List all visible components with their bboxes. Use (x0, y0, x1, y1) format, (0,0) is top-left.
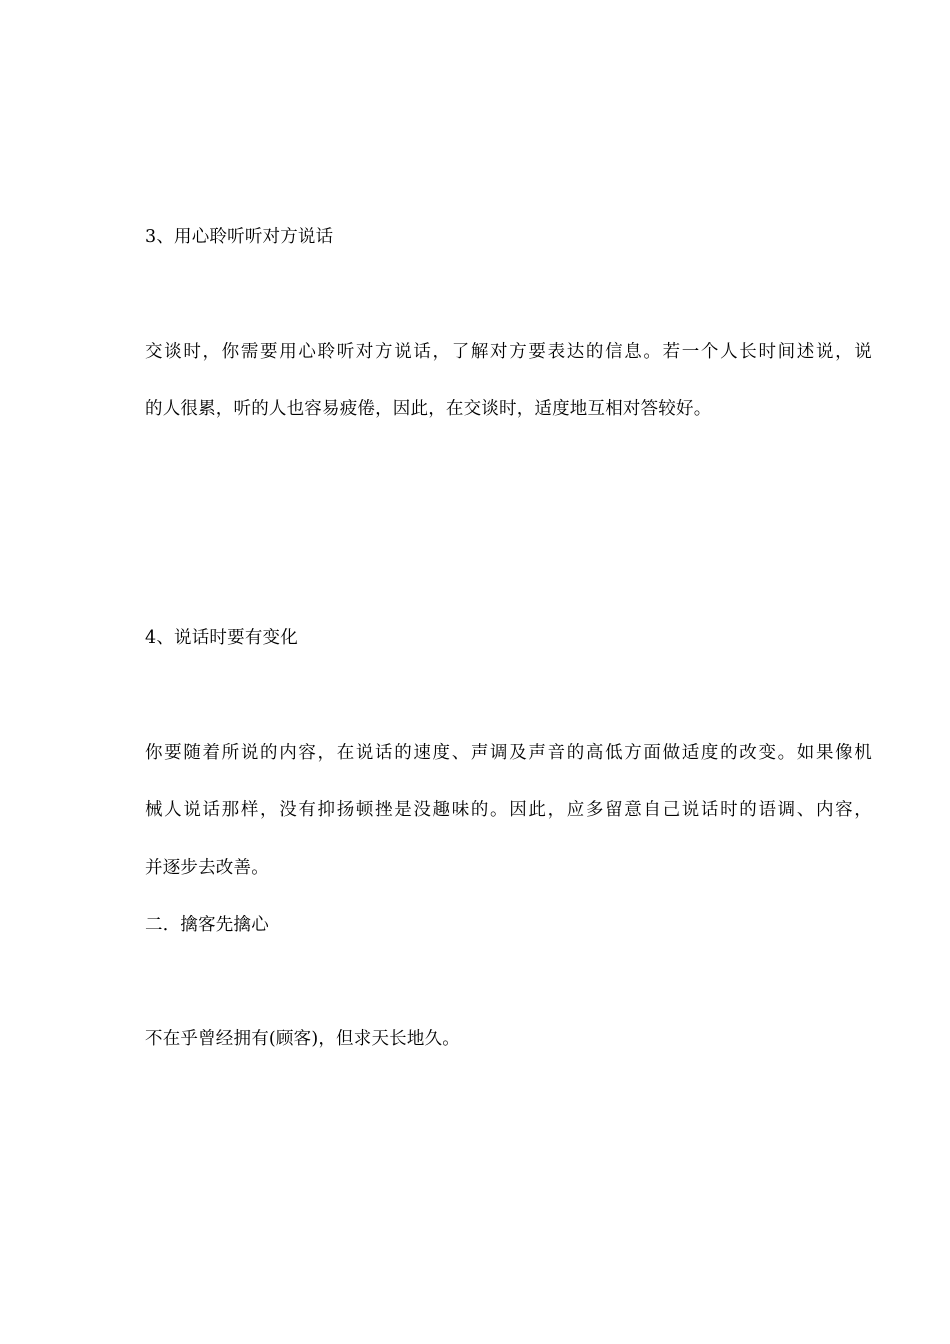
section-4-paragraph-line-3: 并逐步去改善。 (145, 858, 269, 878)
section-4-paragraph-line-2: 械人说话那样，没有抑扬顿挫是没趣味的。因此，应多留意自己说话时的语调、内容， (145, 800, 872, 820)
section-3-paragraph-line-1: 交谈时，你需要用心聆听对方说话，了解对方要表达的信息。若一个人长时间述说，说 (145, 342, 872, 362)
section-4-paragraph-line-1: 你要随着所说的内容，在说话的速度、声调及声音的高低方面做适度的改变。如果像机 (145, 743, 872, 763)
section-4-heading: 4、说话时要有变化 (145, 628, 298, 648)
part-2-heading: 二．擒客先擒心 (145, 915, 269, 935)
section-3-heading: 3、用心聆听听对方说话 (145, 227, 334, 247)
part-2-paragraph-line-1: 不在乎曾经拥有(顾客)，但求天长地久。 (145, 1029, 460, 1049)
section-3-paragraph-line-2: 的人很累，听的人也容易疲倦，因此，在交谈时，适度地互相对答较好。 (145, 399, 712, 419)
